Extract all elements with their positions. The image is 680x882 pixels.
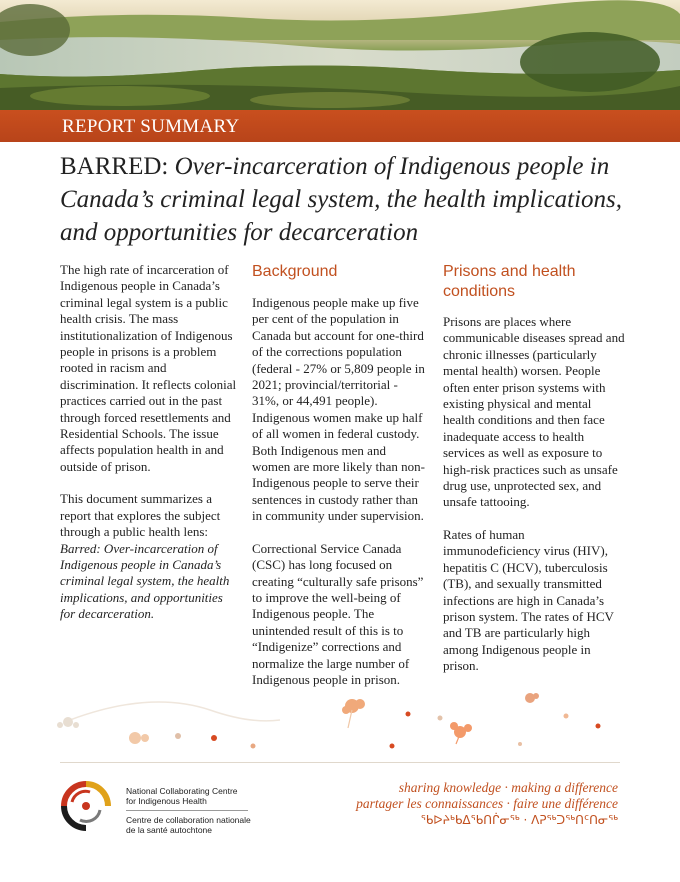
title-lead: BARRED:: [60, 153, 175, 180]
report-band: [0, 110, 680, 142]
tagline-french: partager les connaissances · faire une différence: [356, 796, 618, 811]
prisons-paragraph-2: Rates of human immunodeficiency virus (HIV), hepatitis C (HCV), tuberculosis (TB), and sexually transmitted infections are high in Canada’s prison system. The rates of HCV and TB are particularly high among Indigenous people in prison.: [443, 526, 614, 674]
ncch-logo-icon: [60, 780, 112, 832]
flower-decoration-icon: [0, 680, 680, 770]
hero-landscape-image: [0, 0, 680, 110]
prisons-column: [443, 262, 625, 691]
prisons-paragraph-1: Prisons are places where communicable diseases spread and chronic illnesses (particularly mental health) worsen. People often enter prison systems with existing physical and mental health conditions and then face inadequate access to health services as well as exposure to high-risk practices such as unsafe drug use, unprotected sex, and unsafe tattooing.: [443, 314, 625, 510]
background-heading: Background: [252, 263, 338, 280]
footer-divider: [60, 762, 620, 763]
tagline-syllabics: ᖃᐅᔨᒃᑲᐃᖃᑎᒌᓂᖅ · ᐱᕈᖅᑐᖅᑎᑦᑎᓂᖅ: [420, 813, 618, 827]
background-column: [252, 262, 426, 704]
intro-p2-lead: This document summarizes a report that explores the subject through a public health lens:: [60, 491, 221, 540]
title-italic: Over-incarceration of Indigenous people in Canada’s criminal legal system, the health implications, and opportunities for decarceration: [60, 153, 622, 246]
org-fr-line-2: de la santé autochtone: [126, 825, 213, 835]
org-en-line-1: National Collaborating Centre: [126, 786, 238, 796]
tagline-english: sharing knowledge · making a difference: [398, 780, 618, 795]
org-fr-line-1: Centre de collaboration nationale: [126, 815, 251, 825]
intro-p2-italic: Barred: Over-incarceration of Indigenous people in Canada’s criminal legal system, the health implications, and opportunities for decarceration.: [60, 540, 230, 622]
organization-name: [126, 786, 251, 835]
document-title: [60, 150, 650, 249]
org-divider: [126, 810, 248, 811]
background-paragraph-1: Indigenous people make up five per cent of the population in Canada but account for one-third of the corrections population (federal - 27% or 5,809 people in 2021; provincial/territorial - 31%, or 44,491 people). Indigenous women make up half of all women in federal custody. Both Indigenous men and women are more likely than non-Indigenous people to serve their sentences in custody rather than in community under supervision.: [252, 295, 425, 524]
org-en-line-2: for Indigenous Health: [126, 796, 207, 806]
intro-column: [60, 262, 238, 639]
intro-paragraph-1: The high rate of incarceration of Indigenous people in Canada’s criminal legal system is a public health crisis. The mass institutionalization of Indigenous people in prisons is a problem rooted in racism and discrimination. It reflects colonial practices carried out in the past through forced resettlements and Residential Schools. The issue affects population health in and outside of prison.: [60, 262, 237, 474]
background-paragraph-2: Correctional Service Canada (CSC) has long focused on creating “culturally safe prisons” to improve the well-being of Indigenous people. The unintended result of this is to “Indigenize” corrections and normalize the large number of Indigenous people in prison.: [252, 540, 424, 687]
prisons-heading: Prisons and health conditions: [443, 263, 576, 300]
intro-paragraph-2: [60, 491, 238, 622]
band-label: REPORT SUMMARY: [62, 116, 240, 137]
